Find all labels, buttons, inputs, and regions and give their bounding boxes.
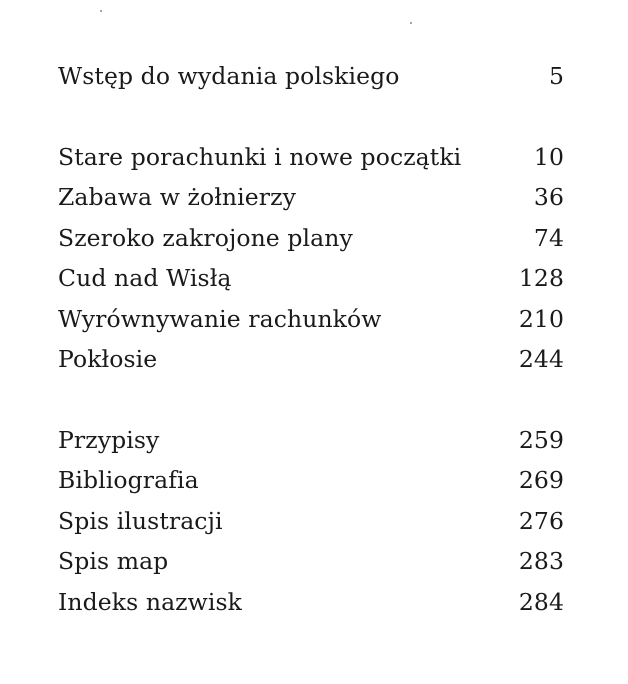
toc-group-front-matter bbox=[58, 56, 564, 97]
toc-entry bbox=[58, 420, 564, 461]
toc-entry-page: 284 bbox=[518, 587, 564, 616]
toc-entry-title: Spis map bbox=[58, 547, 169, 575]
toc-entry-page: 10 bbox=[533, 142, 564, 171]
table-of-contents bbox=[58, 56, 564, 622]
toc-entry-page: 244 bbox=[518, 345, 564, 373]
toc-entry bbox=[58, 541, 564, 582]
toc-entry-page: 269 bbox=[518, 466, 564, 494]
toc-entry bbox=[58, 137, 564, 178]
toc-entry-title: Wyrównywanie rachunków bbox=[58, 304, 382, 333]
toc-entry-title: Szeroko zakrojone plany bbox=[58, 223, 353, 252]
toc-entry-title: Cud nad Wisłą bbox=[58, 264, 232, 292]
scan-speck bbox=[410, 22, 412, 24]
toc-entry-title: Indeks nazwisk bbox=[58, 587, 242, 616]
toc-entry-title: Przypisy bbox=[58, 425, 160, 454]
toc-entry-title: Bibliografia bbox=[58, 466, 199, 494]
toc-entry-title: Zabawa w żołnierzy bbox=[58, 183, 296, 211]
toc-entry-page: 210 bbox=[518, 304, 564, 333]
scan-speck bbox=[100, 10, 102, 12]
toc-entry bbox=[58, 299, 564, 340]
toc-entry bbox=[58, 258, 564, 299]
toc-entry-title: Pokłosie bbox=[58, 345, 158, 373]
toc-entry-title: Wstęp do wydania polskiego bbox=[58, 62, 400, 90]
toc-entry bbox=[58, 218, 564, 259]
toc-entry-title: Stare porachunki i nowe początki bbox=[58, 142, 462, 171]
toc-entry-page: 283 bbox=[518, 547, 564, 575]
toc-entry-page: 276 bbox=[518, 506, 564, 535]
toc-group-back-matter bbox=[58, 420, 564, 623]
toc-entry bbox=[58, 582, 564, 623]
toc-entry-title: Spis ilustracji bbox=[58, 506, 223, 535]
toc-entry bbox=[58, 177, 564, 218]
toc-entry bbox=[58, 460, 564, 501]
toc-entry bbox=[58, 501, 564, 542]
toc-entry-page: 128 bbox=[518, 264, 564, 292]
toc-group-chapters bbox=[58, 137, 564, 380]
toc-entry-page: 36 bbox=[533, 183, 564, 211]
toc-entry-page: 259 bbox=[518, 425, 564, 454]
toc-entry bbox=[58, 339, 564, 380]
toc-entry-page: 5 bbox=[548, 62, 564, 90]
toc-entry bbox=[58, 56, 564, 97]
toc-entry-page: 74 bbox=[533, 223, 564, 252]
